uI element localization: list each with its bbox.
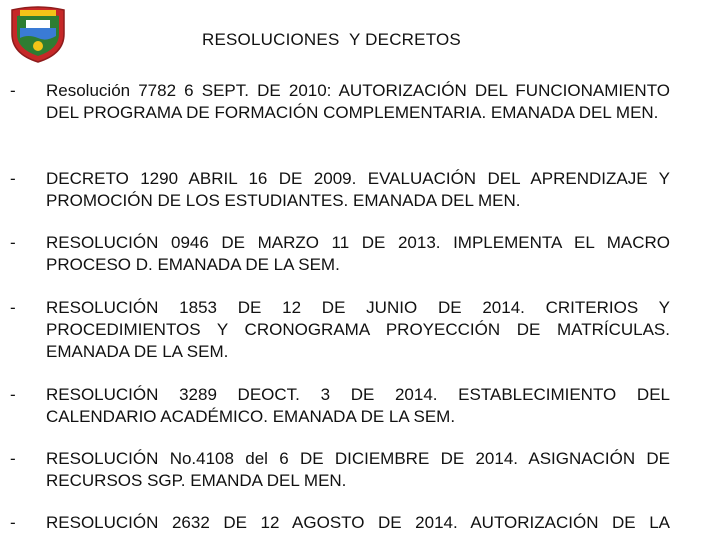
list-item	[10, 512, 670, 534]
page-title: RESOLUCIONES Y DECRETOS	[202, 30, 461, 49]
list-item-text: RESOLUCIÓN 3289 DEOCT. 3 DE 2014. ESTABLECIMIENTO DEL CALENDARIO ACADÉMICO. EMANADA DE LA SEM.	[46, 385, 670, 426]
list-item-text: Resolución 7782 6 SEPT. DE 2010: AUTORIZACIÓN DEL FUNCIONAMIENTO DEL PROGRAMA DE FORMACIÓN COMPLEMENTARIA. EMANADA DEL MEN.	[46, 81, 670, 122]
bullet: -	[10, 81, 16, 100]
list-item-text: DECRETO 1290 ABRIL 16 DE 2009. EVALUACIÓN DEL APRENDIZAJE Y PROMOCIÓN DE LOS ESTUDIANTES. EMANADA DEL MEN.	[46, 169, 670, 210]
list-item-text: RESOLUCIÓN 0946 DE MARZO 11 DE 2013. IMPLEMENTA EL MACRO PROCESO D. EMANADA DE LA SEM.	[46, 233, 670, 274]
list-item-text: RESOLUCIÓN 1853 DE 12 DE JUNIO DE 2014. CRITERIOS Y PROCEDIMIENTOS Y CRONOGRAMA PROYECCIÓN DE MATRÍCULAS. EMANADA DE LA SEM.	[46, 298, 670, 361]
bullet: -	[10, 169, 16, 188]
list-item-text: RESOLUCIÓN 2632 DE 12 AGOSTO DE 2014. AUTORIZACIÓN DE LA	[46, 513, 670, 532]
list-item	[10, 297, 670, 363]
bullet: -	[10, 233, 16, 252]
bullet: -	[10, 298, 16, 317]
list-item	[10, 232, 670, 276]
list-item-text: RESOLUCIÓN No.4108 del 6 DE DICIEMBRE DE 2014. ASIGNACIÓN DE RECURSOS SGP. EMANDA DEL MEN.	[46, 449, 670, 490]
list-item	[10, 384, 670, 428]
bullet: -	[10, 449, 16, 468]
list-item	[10, 448, 670, 492]
bullet: -	[10, 513, 16, 532]
list-item	[10, 80, 670, 124]
bullet: -	[10, 385, 16, 404]
list-item	[10, 168, 670, 212]
institution-crest-icon	[6, 4, 70, 64]
